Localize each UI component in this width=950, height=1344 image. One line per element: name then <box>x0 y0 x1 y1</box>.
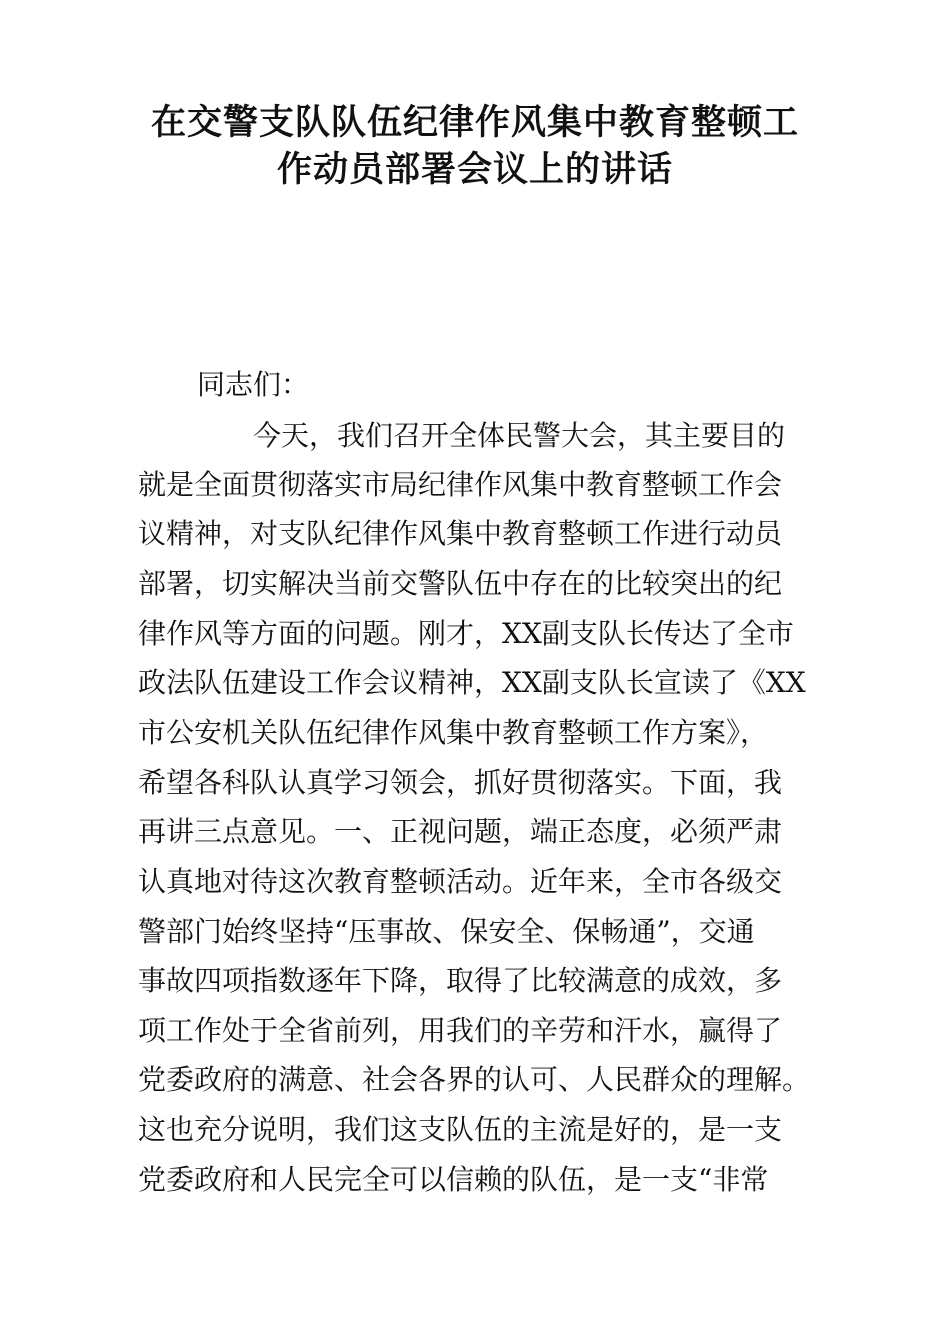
document-title-line-1: 在交警支队队伍纪律作风集中教育整顿工 <box>150 103 799 143</box>
paragraph-line-11: 警部门始终坚持“压事故、保安全、保畅通”，交通 <box>138 915 755 948</box>
paragraph-line-8: 希望各科队认真学习领会，抓好贯彻落实。下面，我 <box>138 766 783 799</box>
paragraph-line-14: 党委政府的满意、社会各界的认可、人民群众的理解。 <box>138 1063 811 1096</box>
paragraph-line-5: 律作风等方面的问题。刚才，XX副支队长传达了全市 <box>138 617 794 650</box>
paragraph-line-2: 就是全面贯彻落实市局纪律作风集中教育整顿工作会 <box>138 468 783 501</box>
paragraph-line-3: 议精神，对支队纪律作风集中教育整顿工作进行动员 <box>138 517 783 550</box>
paragraph-line-9: 再讲三点意见。一、正视问题，端正态度，必须严肃 <box>138 815 783 848</box>
document-title-line-2: 作动员部署会议上的讲话 <box>276 150 673 190</box>
paragraph-line-4: 部署，切实解决当前交警队伍中存在的比较突出的纪 <box>138 567 783 600</box>
paragraph-line-10: 认真地对待这次教育整顿活动。近年来，全市各级交 <box>138 865 783 898</box>
paragraph-line-15: 这也充分说明，我们这支队伍的主流是好的，是一支 <box>138 1113 783 1146</box>
paragraph-line-13: 项工作处于全省前列，用我们的辛劳和汗水，赢得了 <box>138 1014 783 1047</box>
paragraph-line-6: 政法队伍建设工作会议精神，XX副支队长宣读了《XX <box>138 666 806 699</box>
paragraph-line-1: 今天，我们召开全体民警大会，其主要目的 <box>253 419 786 452</box>
paragraph-line-7: 市公安机关队伍纪律作风集中教育整顿工作方案》， <box>138 716 769 749</box>
paragraph-line-16: 党委政府和人民完全可以信赖的队伍，是一支“非常 <box>138 1163 769 1196</box>
paragraph-line-12: 事故四项指数逐年下降，取得了比较满意的成效，多 <box>138 964 783 997</box>
salutation: 同志们： <box>197 368 310 401</box>
